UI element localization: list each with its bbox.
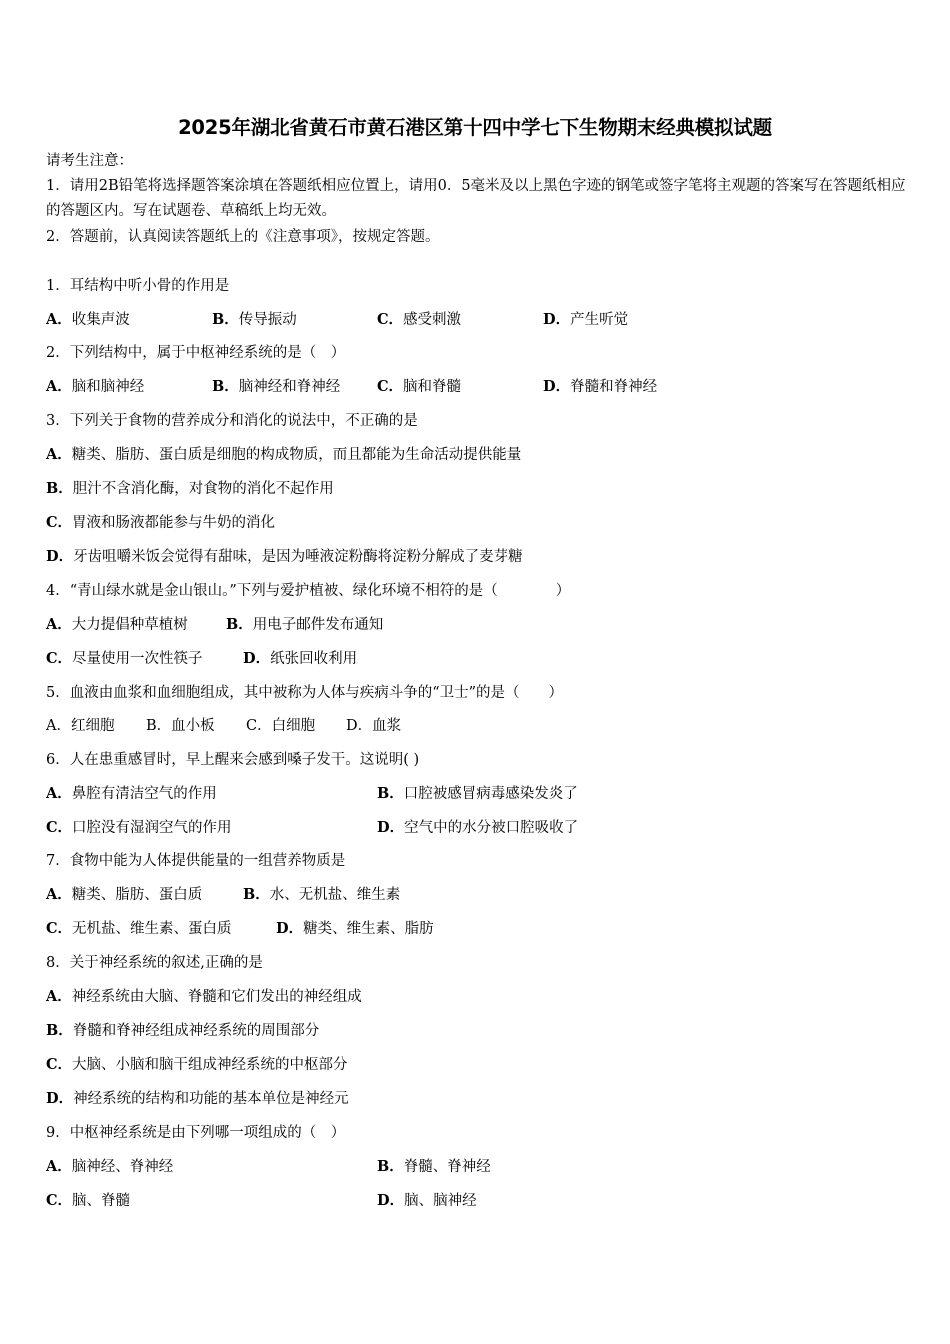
- question-stem: 3．下列关于食物的营养成分和消化的说法中，不正确的是: [46, 413, 418, 429]
- option-c: C．感受刺激: [377, 311, 462, 328]
- option-b: B．传导振动: [212, 311, 297, 328]
- notice-item-1: 1．请用2B铅笔将选择题答案涂填在答题纸相应位置上，请用0．5毫米及以上黑色字迹的钢笔或签字笔将主观题的答案写在答题纸相应的答题区内。写在试题卷、草稿纸上均无效。: [46, 178, 906, 219]
- option-c: C．脑和脊髓: [377, 378, 462, 395]
- question-stem: 4．“青山绿水就是金山银山。”下列与爱护植被、绿化环境不相符的是（ ）: [46, 583, 571, 599]
- question-stem: 9．中枢神经系统是由下列哪一项组成的（ ）: [46, 1125, 346, 1141]
- question-stem: 2．下列结构中，属于中枢神经系统的是（ ）: [46, 345, 346, 361]
- question-stem: 6．人在患重感冒时，早上醒来会感到嗓子发干。这说明( ): [46, 752, 420, 768]
- option-c: C．尽量使用一次性筷子: [46, 650, 203, 667]
- option-a: A．脑神经、脊神经: [46, 1158, 174, 1175]
- question-stem: 8．关于神经系统的叙述,正确的是: [46, 955, 263, 971]
- page-title: 2025年湖北省黄石市黄石港区第十四中学七下生物期末经典模拟试题: [178, 116, 772, 139]
- option-b: B．血小板: [146, 718, 215, 734]
- option-b: B．脊髓、脊神经: [377, 1158, 491, 1175]
- option-a: A．大力提倡种草植树: [46, 616, 188, 633]
- option-d: D．牙齿咀嚼米饭会觉得有甜味，是因为唾液淀粉酶将淀粉分解成了麦芽糖: [46, 548, 523, 565]
- option-c: C．口腔没有湿润空气的作用: [46, 819, 232, 836]
- option-d: D．脊髓和脊神经: [543, 378, 658, 395]
- notice-item-2: 2．答题前，认真阅读答题纸上的《注意事项》，按规定答题。: [46, 229, 440, 245]
- question-stem: 5．血液由血浆和血细胞组成，其中被称为人体与疾病斗争的“卫士”的是（ ）: [46, 685, 564, 701]
- option-d: D．神经系统的结构和功能的基本单位是神经元: [46, 1090, 349, 1107]
- option-d: D．产生听觉: [543, 311, 629, 328]
- option-b: B．胆汁不含消化酶，对食物的消化不起作用: [46, 480, 334, 497]
- option-d: D．纸张回收利用: [243, 650, 358, 667]
- question-stem: 1．耳结构中听小骨的作用是: [46, 278, 230, 294]
- option-d: D．血浆: [346, 718, 402, 734]
- option-d: D．糖类、维生素、脂肪: [276, 920, 434, 937]
- option-d: D．空气中的水分被口腔吸收了: [377, 819, 579, 836]
- option-c: C．白细胞: [246, 718, 316, 734]
- option-c: C．胃液和肠液都能参与牛奶的消化: [46, 514, 276, 531]
- option-a: A．收集声波: [46, 311, 130, 328]
- notice-heading: 请考生注意：: [46, 153, 133, 169]
- option-d: D．脑、脑神经: [377, 1192, 477, 1209]
- option-a: A．糖类、脂肪、蛋白质是细胞的构成物质，而且都能为生命活动提供能量: [46, 446, 522, 463]
- option-b: B．脑神经和脊神经: [212, 378, 341, 395]
- option-a: A．脑和脑神经: [46, 378, 145, 395]
- option-b: B．脊髓和脊神经组成神经系统的周围部分: [46, 1022, 320, 1039]
- option-a: A．神经系统由大脑、脊髓和它们发出的神经组成: [46, 988, 362, 1005]
- option-b: B．水、无机盐、维生素: [243, 886, 401, 903]
- question-stem: 7．食物中能为人体提供能量的一组营养物质是: [46, 853, 346, 869]
- option-b: B．用电子邮件发布通知: [226, 616, 384, 633]
- option-c: C．脑、脊髓: [46, 1192, 131, 1209]
- option-b: B．口腔被感冒病毒感染发炎了: [377, 785, 578, 802]
- option-a: A．糖类、脂肪、蛋白质: [46, 886, 203, 903]
- option-c: C．无机盐、维生素、蛋白质: [46, 920, 232, 937]
- option-a: A．红细胞: [46, 718, 115, 734]
- option-a: A．鼻腔有清洁空气的作用: [46, 785, 217, 802]
- option-c: C．大脑、小脑和脑干组成神经系统的中枢部分: [46, 1056, 348, 1073]
